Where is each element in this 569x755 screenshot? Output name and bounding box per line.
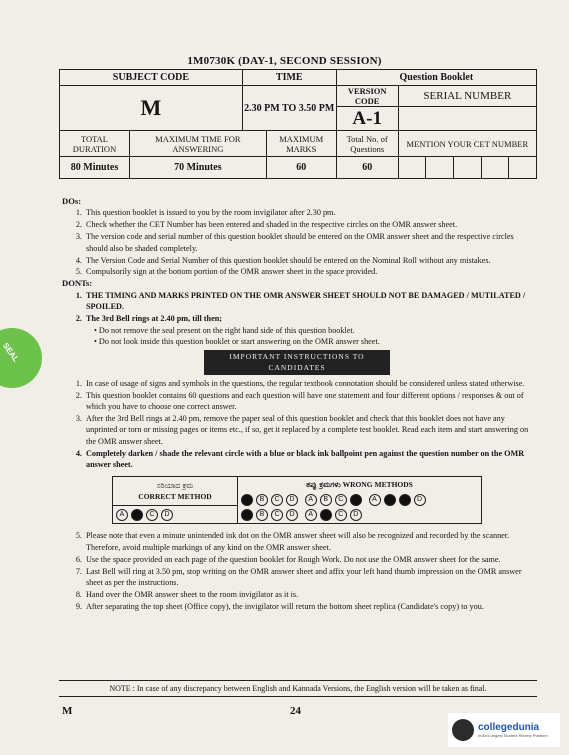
wrong-methods-kannada: ತಪ್ಪು ಕ್ರಮಗಳು xyxy=(306,480,341,490)
circle-c: C xyxy=(146,509,158,521)
logo-tagline: India's largest Student Review Platform xyxy=(478,733,548,738)
wrong-circle-tick: D xyxy=(350,494,362,506)
donts-item: 2. The 3rd Bell rings at 2.40 pm, till then; xyxy=(84,313,532,324)
instruction-item: 3. After the 3rd Bell rings at 2.40 pm, remove the paper seal of this question booklet and check that this booklet does not have any unprinted or torn or missing pages or items etc., if so, get it replaced by a complete test booklet. Read each item and start answering on the OMR answer sheet. xyxy=(84,413,532,447)
circle-b: B xyxy=(320,494,332,506)
time-header: TIME xyxy=(242,70,336,86)
dos-item: 2. Check whether the CET Number has been entered and shaded in the respective circles on the OMR answer sheet. xyxy=(84,219,532,230)
footer-subject-code: M xyxy=(62,705,73,717)
circle-d: D xyxy=(286,509,298,521)
wrong-circle-partial: A xyxy=(241,494,253,506)
donts-heading: DONTs: xyxy=(62,278,93,289)
dos-item: 5. Compulsorily sign at the bottom portion of the OMR answer sheet in the space provided. xyxy=(84,266,532,277)
circle-c: C xyxy=(271,509,283,521)
circle-a: A xyxy=(305,509,317,521)
circle-b: B xyxy=(256,509,268,521)
correct-method-kannada: ಸರಿಯಾದ ಕ್ರಮ xyxy=(156,480,194,490)
total-duration-label: TOTAL DURATION xyxy=(60,131,130,157)
cet-digit-box xyxy=(481,157,509,179)
correct-filled-circle: B xyxy=(131,509,143,521)
instruction-item: 8. Hand over the OMR answer sheet to the room invigilator as it is. xyxy=(84,589,532,600)
instructions-list-1 xyxy=(84,378,532,471)
donts-item: 1. THE TIMING AND MARKS PRINTED ON THE OMR ANSWER SHEET SHOULD NOT BE DAMAGED / MUTILATED / SPOILED. xyxy=(84,290,532,313)
version-code-label: VERSION CODE xyxy=(336,86,398,107)
subject-code-header: SUBJECT CODE xyxy=(60,70,243,86)
serial-number-box xyxy=(398,107,536,131)
instructions-body xyxy=(62,196,532,613)
instruction-item: 2. This question booklet contains 60 questions and each question will have one statement and four different options / responses & out of which you have to choose one correct answer. xyxy=(84,390,532,413)
total-questions-value: 60 xyxy=(336,157,398,179)
circle-d: D xyxy=(161,509,173,521)
instruction-item: 9. After separating the top sheet (Office copy), the invigilator will return the bottom sheet replica (Candidate's copy) to you. xyxy=(84,601,532,612)
cet-digit-box xyxy=(426,157,454,179)
circle-c: C xyxy=(271,494,283,506)
instruction-item: 1. In case of usage of signs and symbols in the questions, the regular textbook connotation should be considered unless stated otherwise. xyxy=(84,378,532,389)
max-time-value: 70 Minutes xyxy=(130,157,267,179)
max-marks-label: MAXIMUM MARKS xyxy=(266,131,336,157)
donts-list xyxy=(84,290,532,325)
cet-number-label: MENTION YOUR CET NUMBER xyxy=(398,131,536,157)
total-duration-value: 80 Minutes xyxy=(60,157,130,179)
omr-methods-table xyxy=(112,476,482,524)
dos-heading: DOs: xyxy=(62,196,82,206)
note-language: NOTE : In case of any discrepancy between English and Kannada Versions, the English version will be taken as final. xyxy=(59,680,537,697)
session-title: 1M0730K (DAY-1, SECOND SESSION) xyxy=(187,55,382,67)
instruction-item: 7. Last Bell will ring at 3.50 pm, stop writing on the OMR answer sheet and affix your left hand thumb impression on the OMR answer sheet as per the instructions. xyxy=(84,566,532,589)
circle-a: A xyxy=(305,494,317,506)
cet-digit-box xyxy=(509,157,537,179)
page-number: 24 xyxy=(290,705,301,717)
wrong-methods-header xyxy=(241,479,478,490)
max-time-label: MAXIMUM TIME FOR ANSWERING xyxy=(130,131,267,157)
dos-item: 4. The Version Code and Serial Number of this question booklet should be entered on the Nominal Roll without any mistakes. xyxy=(84,255,532,266)
circle-d: D xyxy=(286,494,298,506)
instruction-item: 5. Please note that even a minute unintended ink dot on the OMR answer sheet will also be recognized and recorded by the scanner. Therefore, avoid multiple markings of any kind on the OMR answer sheet. xyxy=(84,530,532,553)
subject-code-value: M xyxy=(60,86,243,131)
circle-d: D xyxy=(350,509,362,521)
wrong-marks-row-2 xyxy=(241,509,478,521)
circle-c: C xyxy=(335,494,347,506)
max-marks-value: 60 xyxy=(266,157,336,179)
dos-item: 3. The version code and serial number of this question booklet should be entered on the OMR answer sheet and the respective circles should also be shaded completely. xyxy=(84,231,532,254)
seal-sticker xyxy=(0,328,42,388)
circle-b: B xyxy=(256,494,268,506)
correct-method-label: CORRECT METHOD xyxy=(138,492,212,502)
logo-name: collegedunia xyxy=(478,722,540,733)
circle-c: C xyxy=(335,509,347,521)
wrong-circle-light: B xyxy=(320,509,332,521)
wrong-marks-row-1 xyxy=(241,494,478,506)
dos-list xyxy=(84,207,532,277)
mascot-icon xyxy=(452,719,474,741)
dos-item: 1. This question booklet is issued to you by the room invigilator after 2.30 pm. xyxy=(84,207,532,218)
exam-info-table xyxy=(59,69,537,179)
seal-text: SEAL xyxy=(0,341,21,364)
wrong-circle-multi: B xyxy=(384,494,396,506)
wrong-methods-label: WRONG METHODS xyxy=(342,480,413,490)
circle-a: A xyxy=(369,494,381,506)
circle-d: D xyxy=(414,494,426,506)
instruction-item: 4. Completely darken / shade the relevant circle with a blue or black ink ballpoint pen against the question number on the OMR answer sheet. xyxy=(84,448,532,471)
total-questions-label: Total No. of Questions xyxy=(336,131,398,157)
wrong-circle-dot: A xyxy=(241,509,253,521)
time-value: 2.30 PM TO 3.50 PM xyxy=(242,86,336,131)
correct-method-example xyxy=(113,506,238,524)
donts-bullet: • Do not remove the seal present on the right hand side of this question booklet. xyxy=(94,325,532,336)
collegedunia-logo xyxy=(448,713,560,747)
wrong-methods-cell xyxy=(238,477,482,524)
cet-digit-box xyxy=(453,157,481,179)
serial-number-label: SERIAL NUMBER xyxy=(398,86,536,107)
wrong-circle-multi: C xyxy=(399,494,411,506)
correct-method-header xyxy=(113,477,238,506)
question-booklet-header: Question Booklet xyxy=(336,70,536,86)
circle-a: A xyxy=(116,509,128,521)
instruction-item: 6. Use the space provided on each page of the question booklet for Rough Work. Do not use the OMR answer sheet for the same. xyxy=(84,554,532,565)
instructions-list-2 xyxy=(84,530,532,612)
version-code-value: A-1 xyxy=(336,107,398,131)
donts-bullet: • Do not look inside this question booklet or start answering on the OMR answer sheet. xyxy=(94,336,532,347)
cet-digit-box xyxy=(398,157,426,179)
donts-bullets xyxy=(94,325,532,348)
important-instructions-banner: IMPORTANT INSTRUCTIONS TO CANDIDATES xyxy=(204,350,390,375)
